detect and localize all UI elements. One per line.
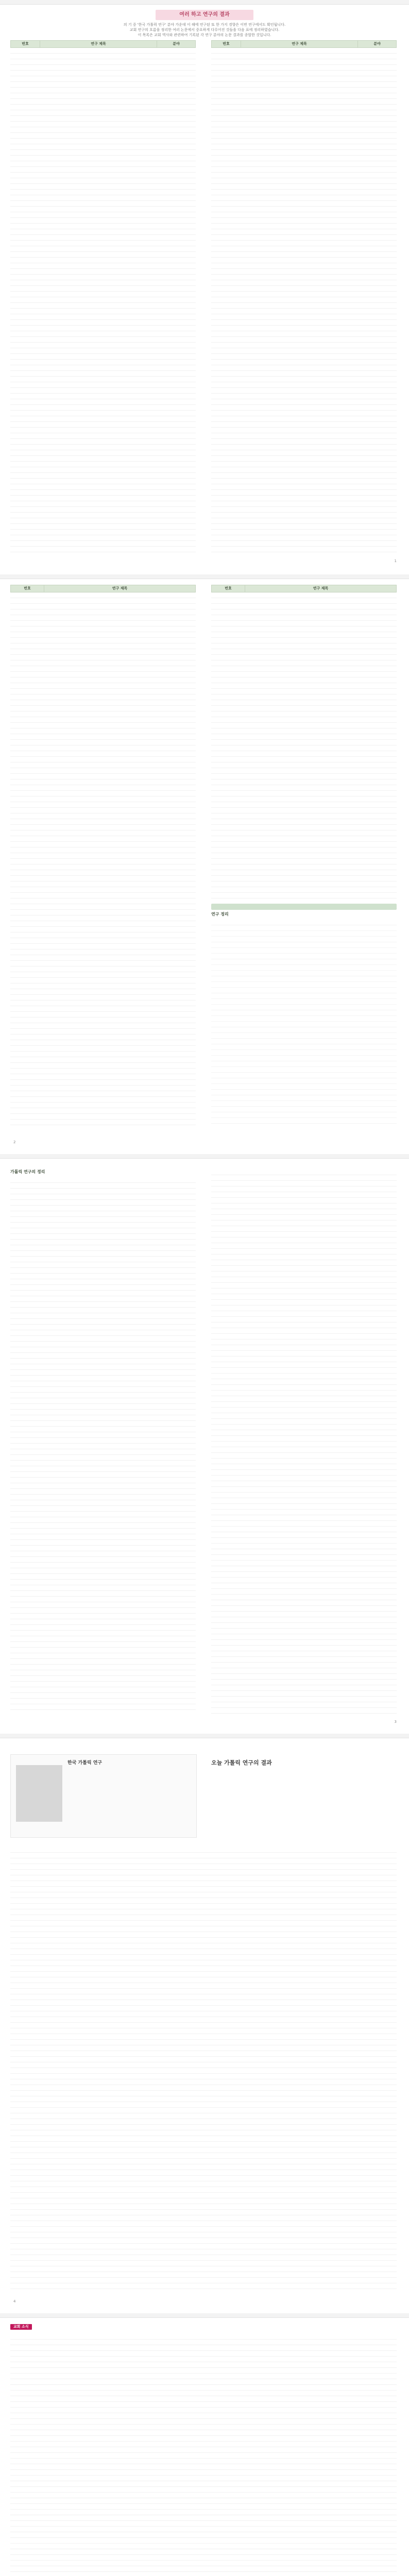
col-header: 번호 bbox=[11, 585, 44, 592]
left-table-block bbox=[10, 585, 196, 1128]
right-notes bbox=[211, 920, 397, 1126]
page-2 bbox=[0, 574, 409, 1151]
left-text bbox=[10, 1177, 196, 1713]
left-rows bbox=[10, 48, 196, 553]
page-top-bar bbox=[0, 574, 409, 579]
page-number bbox=[12, 1140, 15, 1145]
page-1 bbox=[0, 0, 409, 572]
page-number bbox=[394, 559, 397, 564]
right-text bbox=[211, 1170, 397, 1716]
feature-box bbox=[10, 1754, 197, 1838]
intro-line: 이 목록은 교회 역사와 관련하여 기록된 각 연구 분야의 논문 결과를 종합한 것입니다. bbox=[138, 32, 271, 37]
left-column bbox=[10, 1170, 196, 1713]
right-column bbox=[211, 1170, 397, 1716]
section-title: 연구 정리 bbox=[211, 912, 229, 917]
right-table bbox=[211, 40, 397, 48]
page-headline: 오늘 가톨릭 연구의 결과 bbox=[211, 1759, 272, 1766]
photo-caption: 한국 가톨릭 연구 bbox=[67, 1760, 103, 1766]
page-top-bar bbox=[0, 2313, 409, 2318]
page-number-value: 1 bbox=[394, 559, 397, 563]
section-label: 교회 소식 bbox=[10, 2324, 32, 2330]
page-5 bbox=[0, 2313, 409, 2576]
col-header: 연구 제목 bbox=[245, 585, 397, 592]
section-heading: 가톨릭 연구의 정리 bbox=[10, 1170, 45, 1174]
section-bar bbox=[211, 904, 397, 910]
right-table-block bbox=[211, 40, 397, 553]
col-header: 연구 제목 bbox=[241, 41, 358, 48]
section-head bbox=[10, 2324, 32, 2330]
page-banner: 여러 하고 연구의 결과 bbox=[156, 10, 253, 20]
right-table bbox=[211, 585, 397, 592]
notice-columns bbox=[10, 2334, 397, 2576]
col-header: 번호 bbox=[212, 41, 241, 48]
page-number-value: 2 bbox=[13, 1140, 16, 1144]
right-table-block bbox=[211, 585, 397, 1126]
page-4 bbox=[0, 1734, 409, 2311]
page-number bbox=[394, 1720, 397, 1724]
col-header: 연구 제목 bbox=[44, 585, 196, 592]
page-top-bar bbox=[0, 1154, 409, 1159]
portrait-photo bbox=[16, 1765, 62, 1822]
col-header: 연구 제목 bbox=[40, 41, 157, 48]
page-intro bbox=[71, 22, 338, 38]
left-table-block bbox=[10, 40, 196, 553]
page-top-bar bbox=[0, 1734, 409, 1738]
col-header: 번호 bbox=[11, 41, 40, 48]
col-header: 분야 bbox=[358, 41, 397, 48]
right-rows bbox=[211, 592, 397, 902]
right-rows bbox=[211, 48, 397, 553]
page-number-value: 4 bbox=[13, 2299, 16, 2303]
col-header: 분야 bbox=[157, 41, 196, 48]
article-columns bbox=[10, 1847, 397, 2290]
page-3 bbox=[0, 1154, 409, 1731]
left-table bbox=[10, 585, 196, 592]
page-top-bar bbox=[0, 0, 409, 5]
page-number bbox=[12, 2299, 15, 2304]
intro-line: 교회 연구의 흐름을 정리한 여러 논문에서 중요하게 다루어진 것들을 다음 표에 정리하였습니다. bbox=[129, 27, 280, 32]
left-table bbox=[10, 40, 196, 48]
left-rows bbox=[10, 592, 196, 1128]
page-number-value: 3 bbox=[394, 1720, 397, 1724]
intro-line: 의 기 중 '한국 가톨릭 연구' 분야 가운데 이 해에 연구된 또 한 가지 경향은 이번 연구에서도 확인됩니다. bbox=[123, 22, 286, 27]
col-header: 번호 bbox=[212, 585, 245, 592]
